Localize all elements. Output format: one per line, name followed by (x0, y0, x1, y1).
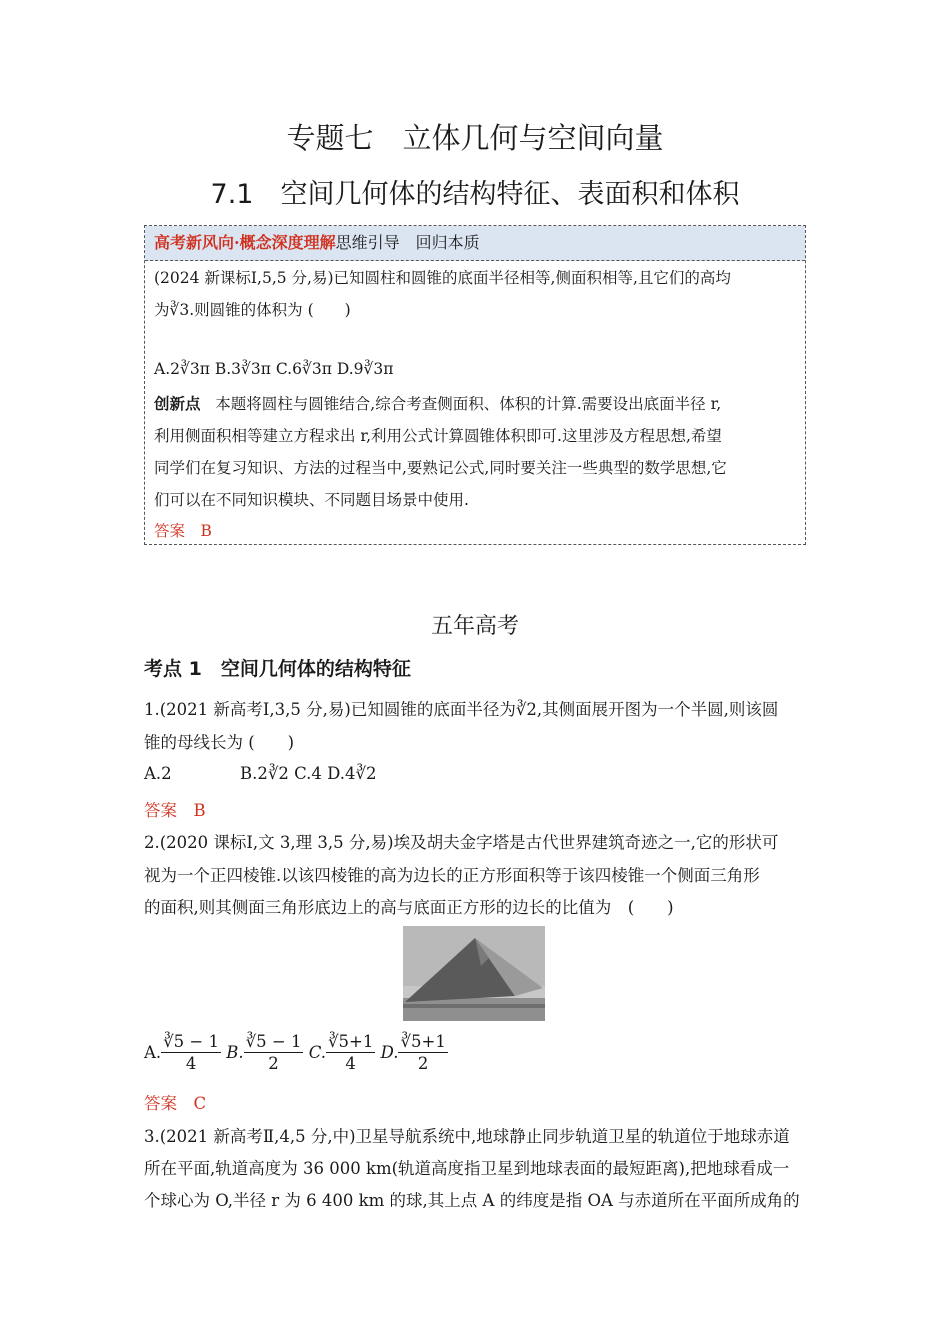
guide-question-line-1: (2024 新课标Ⅰ,5,5 分,易)已知圆柱和圆锥的底面半径相等,侧面积相等,且它们的高均 (154, 269, 731, 287)
guide-question-line-2: 为∛3.则圆锥的体积为 ( ) (154, 301, 351, 319)
q2-option-b-fraction (244, 1032, 304, 1075)
innovation-text-2: 利用侧面积相等建立方程求出 r,利用公式计算圆锥体积即可.这里涉及方程思想,希望 (154, 427, 722, 445)
section-title: 7.1 空间几何体的结构特征、表面积和体积 (210, 179, 740, 210)
q2-line-2: 视为一个正四棱锥.以该四棱锥的高为边长的正方形面积等于该四棱锥一个侧面三角形 (144, 866, 760, 885)
q1-options-rest: B.2∛2 C.4 D.4∛2 (240, 764, 377, 783)
q1-line-2: 锥的母线长为 ( ) (144, 733, 295, 752)
q2-option-c-fraction (326, 1032, 375, 1075)
q2-options (144, 1032, 448, 1075)
q2-option-b-numerator: ∛5 − 1 (245, 1032, 302, 1051)
guide-options: A.2∛3π B.3∛3π C.6∛3π D.9∛3π (154, 360, 394, 378)
kaodian-heading: 考点 1 空间几何体的结构特征 (144, 658, 411, 680)
q2-option-b-label: B. (226, 1043, 244, 1062)
innovation-text-3: 同学们在复习知识、方法的过程当中,要熟记公式,同时要关注一些典型的数学思想,它 (154, 459, 727, 477)
q2-option-d-denominator: 2 (417, 1054, 429, 1073)
q2-answer: 答案 C (144, 1094, 207, 1113)
q2-option-d-numerator: ∛5+1 (400, 1032, 446, 1051)
q3-line-2: 所在平面,轨道高度为 36 000 km(轨道高度指卫星到地球表面的最短距离),把地球看成一 (144, 1159, 790, 1178)
guide-box-header (145, 226, 805, 261)
topic-title: 专题七 立体几何与空间向量 (286, 121, 664, 155)
innovation-text-1: 本题将圆柱与圆锥结合,综合考查侧面积、体积的计算.需要设出底面半径 r, (215, 395, 722, 413)
q2-line-3: 的面积,则其侧面三角形底边上的高与底面正方形的边长的比值为 ( ) (144, 898, 674, 917)
q3-line-1: 3.(2021 新高考Ⅱ,4,5 分,中)卫星导航系统中,地球静止同步轨道卫星的轨道位于地球赤道 (144, 1127, 790, 1146)
guide-box-header-subtitle: 思维引导 回归本质 (335, 233, 480, 252)
q2-option-d-fraction (398, 1032, 447, 1075)
q2-option-a-numerator: ∛5 − 1 (163, 1032, 219, 1051)
q2-option-a-label: A. (144, 1043, 162, 1062)
q1-answer: 答案 B (144, 801, 206, 820)
guide-box (144, 225, 806, 545)
q2-option-c-denominator: 4 (345, 1054, 356, 1073)
q2-line-1: 2.(2020 课标Ⅰ,文 3,理 3,5 分,易)埃及胡夫金字塔是古代世界建筑奇迹之一,它的形状可 (144, 833, 779, 852)
five-year-heading: 五年高考 (430, 614, 519, 639)
guide-answer: 答案 B (154, 522, 212, 540)
q2-option-a-fraction (161, 1032, 221, 1075)
q2-option-c-numerator: ∛5+1 (328, 1032, 374, 1051)
guide-box-header-highlight: 高考新风向·概念深度理解 (154, 233, 336, 252)
q2-option-c-label: C. (308, 1043, 326, 1062)
q1-option-a: A.2 (144, 764, 172, 783)
q3-line-3: 个球心为 O,半径 r 为 6 400 km 的球,其上点 A 的纬度是指 OA 与赤道所在平面所成角的 (144, 1191, 800, 1210)
q1-line-1: 1.(2021 新高考Ⅰ,3,5 分,易)已知圆锥的底面半径为∛2,其侧面展开图为一个半圆,则该圆 (144, 700, 779, 719)
innovation-text-4: 们可以在不同知识模块、不同题目场景中使用. (154, 491, 469, 509)
innovation-label: 创新点 (154, 394, 201, 413)
q2-option-d-label: D. (380, 1043, 399, 1062)
q2-option-b-denominator: 2 (268, 1054, 279, 1073)
q2-option-a-denominator: 4 (185, 1054, 197, 1073)
pyramid-photo (403, 926, 545, 1021)
